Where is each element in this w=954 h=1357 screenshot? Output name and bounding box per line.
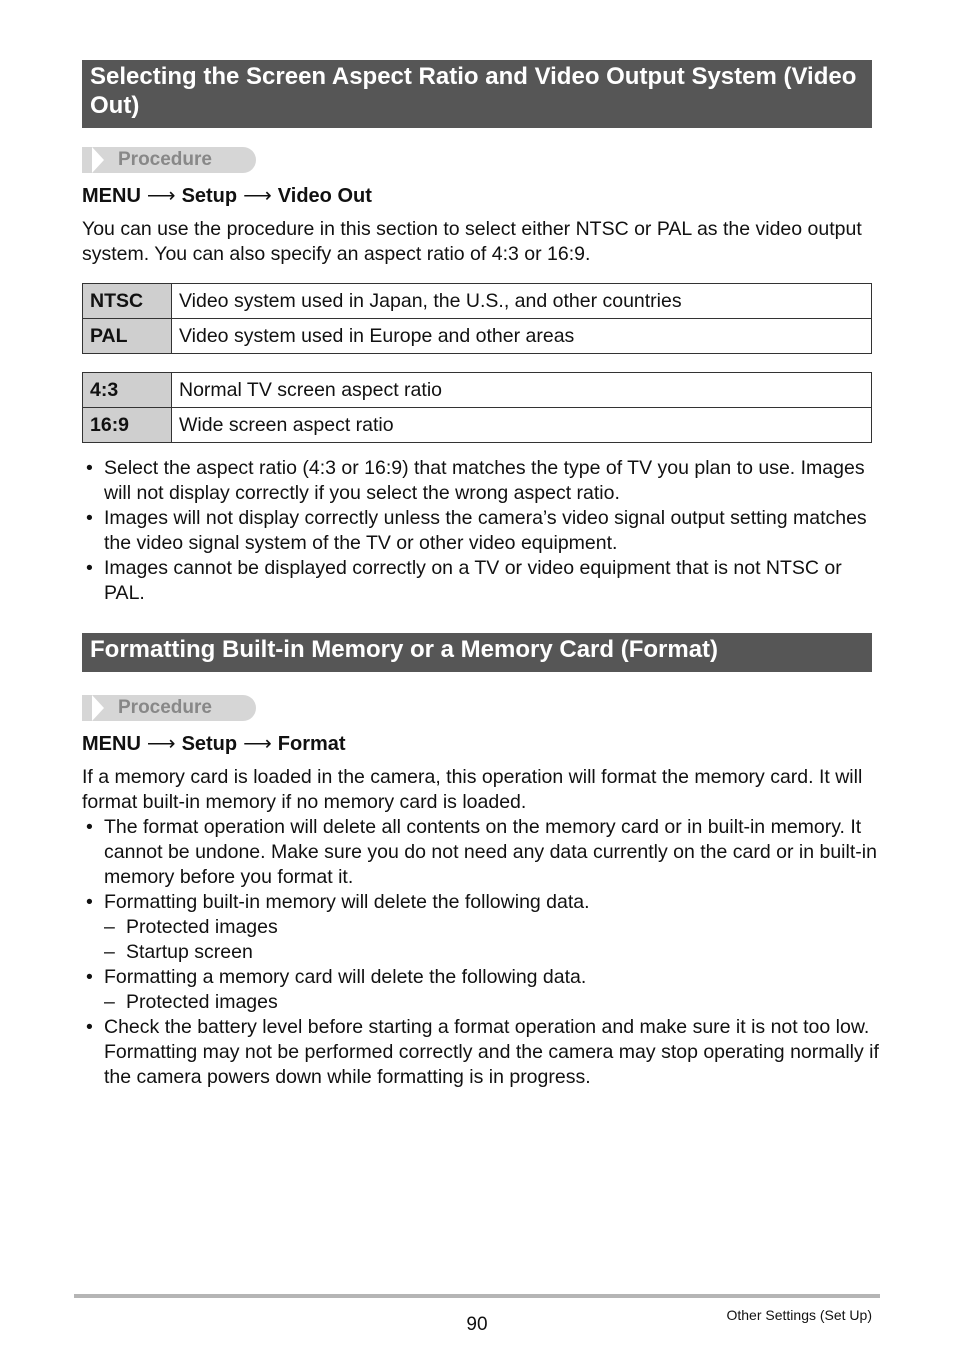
list-item-text: Formatting a memory card will delete the following data. xyxy=(104,966,587,988)
page-number: 90 xyxy=(466,1314,488,1335)
list-item: • Select the aspect ratio (4:3 or 16:9) that matches the type of TV you plan to use. Images will not display correctly if you select the wrong aspect ratio. xyxy=(82,456,882,506)
menu-path-step: Format xyxy=(277,733,346,755)
list-item-text: The format operation will delete all contents on the memory card or in built-in memory. It cannot be undone. Make sure you do not need any data currently on the card or in built-in memory before you format it. xyxy=(104,816,877,888)
footer-divider xyxy=(74,1294,880,1298)
procedure-label: Procedure xyxy=(118,697,212,718)
video-system-table xyxy=(82,283,872,354)
menu-path-step: Video Out xyxy=(277,185,372,207)
section-title-video-out: Selecting the Screen Aspect Ratio and Video Output System (Video Out) xyxy=(82,60,872,128)
sub-list-item: – Protected images xyxy=(104,915,882,940)
list-item-text: Formatting built-in memory will delete the following data. xyxy=(104,891,590,913)
table-row xyxy=(83,373,872,408)
arrow-right-icon: ⟶ xyxy=(243,733,272,755)
table-desc: Video system used in Japan, the U.S., and other countries xyxy=(172,284,872,319)
procedure-tag-arrow-icon xyxy=(92,695,104,721)
procedure-tag-bar xyxy=(82,147,90,173)
menu-path-step: MENU xyxy=(82,185,141,207)
table-key: NTSC xyxy=(83,284,172,319)
menu-path-video-out xyxy=(82,184,372,208)
table-key: PAL xyxy=(83,319,172,354)
table-row xyxy=(83,319,872,354)
section-title-format: Formatting Built-in Memory or a Memory Card (Format) xyxy=(82,633,872,672)
list-item: • Images cannot be displayed correctly on a TV or video equipment that is not NTSC or PAL. xyxy=(82,556,882,606)
format-notes xyxy=(82,815,882,1090)
table-key: 16:9 xyxy=(83,408,172,443)
table-row xyxy=(83,284,872,319)
chapter-label: Other Settings (Set Up) xyxy=(726,1307,872,1323)
list-item xyxy=(82,1015,882,1090)
list-item xyxy=(82,815,882,890)
aspect-ratio-table xyxy=(82,372,872,443)
procedure-tag xyxy=(82,147,256,173)
sub-list xyxy=(104,915,882,965)
list-item xyxy=(82,890,882,965)
arrow-right-icon: ⟶ xyxy=(243,185,272,207)
sub-list-item: – Startup screen xyxy=(104,940,882,965)
list-item xyxy=(82,965,882,1015)
menu-path-step: MENU xyxy=(82,733,141,755)
arrow-right-icon: ⟶ xyxy=(146,733,176,755)
arrow-right-icon: ⟶ xyxy=(146,185,176,207)
table-row xyxy=(83,408,872,443)
list-item-text: Check the battery level before starting a format operation and make sure it is not too low. Formatting may not be performed correctly and the camera may stop operating normally if the camera powers down while formatting is in progress. xyxy=(104,1016,879,1088)
sub-list xyxy=(104,990,882,1015)
procedure-tag-arrow-icon xyxy=(92,147,104,173)
table-desc: Normal TV screen aspect ratio xyxy=(172,373,872,408)
sub-list-item: – Protected images xyxy=(104,990,882,1015)
menu-path-format xyxy=(82,732,346,756)
table-desc: Wide screen aspect ratio xyxy=(172,408,872,443)
list-item: • Images will not display correctly unless the camera’s video signal output setting matches the video signal system of the TV or other video equipment. xyxy=(82,506,882,556)
menu-path-step: Setup xyxy=(181,185,238,207)
table-key: 4:3 xyxy=(83,373,172,408)
intro-paragraph: If a memory card is loaded in the camera, this operation will format the memory card. It will format built-in memory if no memory card is loaded. xyxy=(82,766,863,813)
procedure-tag xyxy=(82,695,256,721)
table-desc: Video system used in Europe and other areas xyxy=(172,319,872,354)
procedure-tag-bar xyxy=(82,695,90,721)
menu-path-step: Setup xyxy=(181,733,238,755)
procedure-label: Procedure xyxy=(118,149,212,170)
intro-paragraph: You can use the procedure in this section to select either NTSC or PAL as the video output system. You can also specify an aspect ratio of 4:3 or 16:9. xyxy=(82,218,862,265)
video-out-notes xyxy=(82,456,882,606)
